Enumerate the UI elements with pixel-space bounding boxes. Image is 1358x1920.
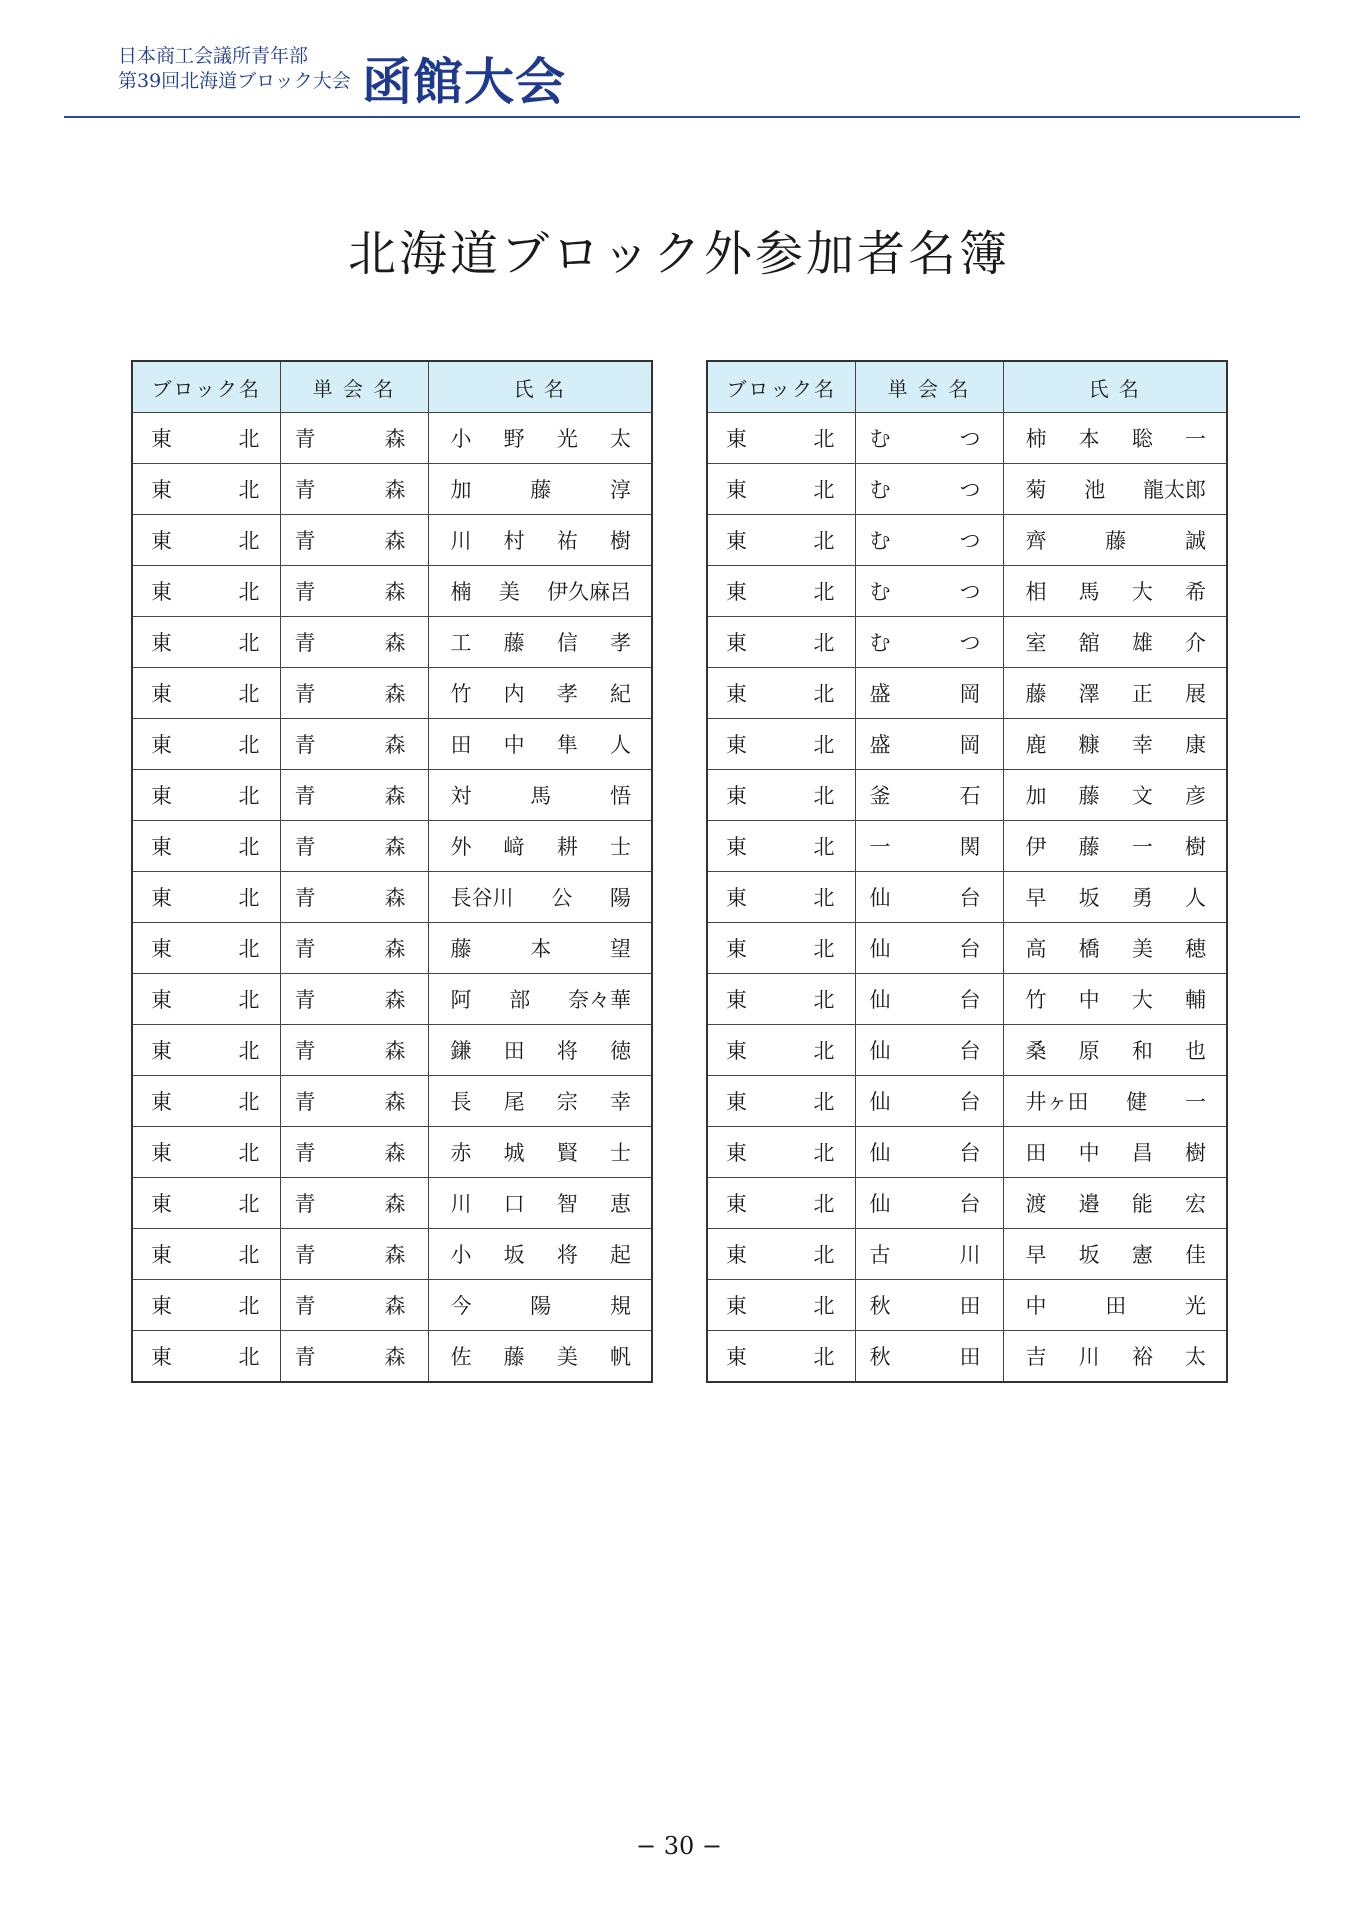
name-cell: 加 藤 文 彦 [1003,770,1227,821]
name-cell: 鹿 糠 幸 康 [1003,719,1227,770]
table-row [707,1127,1227,1178]
block-cell: 東 北 [132,872,280,923]
table-row [707,821,1227,872]
block-cell: 東 北 [132,1280,280,1331]
table-row [132,1025,652,1076]
column-header-name: 氏 名 [428,361,652,413]
participant-table-left [131,360,653,1383]
name-cell: 長谷川 公 陽 [428,872,652,923]
unit-cell: 青 森 [280,566,428,617]
unit-cell: 仙 台 [855,923,1003,974]
table-row [132,1076,652,1127]
table-row [132,1331,652,1383]
block-cell: 東 北 [132,515,280,566]
block-cell: 東 北 [707,515,855,566]
header-divider [64,116,1300,118]
table-row [132,668,652,719]
block-cell: 東 北 [132,1178,280,1229]
unit-cell: 青 森 [280,617,428,668]
table-row [132,464,652,515]
column-header-block: ブロック名 [132,361,280,413]
block-cell: 東 北 [132,821,280,872]
table-row [707,566,1227,617]
table-row [707,974,1227,1025]
name-cell: 伊 藤 一 樹 [1003,821,1227,872]
name-cell: 早 坂 勇 人 [1003,872,1227,923]
block-cell: 東 北 [707,1127,855,1178]
name-cell: 竹 中 大 輔 [1003,974,1227,1025]
organization-name: 日本商工会議所青年部 [118,45,309,67]
event-name: 函館大会 [362,52,566,111]
name-cell: 小 野 光 太 [428,413,652,464]
name-cell: 川 村 祐 樹 [428,515,652,566]
table-row [707,1331,1227,1383]
unit-cell: む つ [855,464,1003,515]
block-cell: 東 北 [707,1178,855,1229]
table-row [132,515,652,566]
unit-cell: 青 森 [280,1280,428,1331]
table-row [707,1076,1227,1127]
name-cell: 菊 池 龍太郎 [1003,464,1227,515]
table-row [707,515,1227,566]
block-cell: 東 北 [707,974,855,1025]
unit-cell: 青 森 [280,923,428,974]
table-row [132,1280,652,1331]
block-cell: 東 北 [707,1025,855,1076]
name-cell: 室 舘 雄 介 [1003,617,1227,668]
name-cell: 楠 美 伊久麻呂 [428,566,652,617]
unit-cell: 仙 台 [855,1076,1003,1127]
unit-cell: 青 森 [280,974,428,1025]
name-cell: 齊 藤 誠 [1003,515,1227,566]
table-row [707,617,1227,668]
name-cell: 赤 城 賢 士 [428,1127,652,1178]
block-cell: 東 北 [707,413,855,464]
unit-cell: 秋 田 [855,1331,1003,1383]
block-cell: 東 北 [707,1229,855,1280]
block-cell: 東 北 [132,974,280,1025]
block-cell: 東 北 [707,617,855,668]
name-cell: 川 口 智 恵 [428,1178,652,1229]
table-row [707,1025,1227,1076]
block-cell: 東 北 [707,770,855,821]
unit-cell: 秋 田 [855,1280,1003,1331]
block-cell: 東 北 [707,872,855,923]
unit-cell: 青 森 [280,1127,428,1178]
name-cell: 阿 部 奈々華 [428,974,652,1025]
unit-cell: 仙 台 [855,1178,1003,1229]
unit-cell: 青 森 [280,1331,428,1383]
unit-cell: 青 森 [280,1178,428,1229]
block-cell: 東 北 [707,1076,855,1127]
table-row [132,821,652,872]
column-header-unit: 単 会 名 [280,361,428,413]
unit-cell: 青 森 [280,770,428,821]
table-row [132,1178,652,1229]
table-row [132,872,652,923]
block-cell: 東 北 [132,1025,280,1076]
name-cell: 鎌 田 将 徳 [428,1025,652,1076]
unit-cell: 仙 台 [855,1025,1003,1076]
unit-cell: 仙 台 [855,1127,1003,1178]
table-row [132,770,652,821]
unit-cell: 青 森 [280,1076,428,1127]
block-cell: 東 北 [132,770,280,821]
name-cell: 工 藤 信 孝 [428,617,652,668]
name-cell: 竹 内 孝 紀 [428,668,652,719]
table-row [707,1280,1227,1331]
name-cell: 佐 藤 美 帆 [428,1331,652,1383]
name-cell: 井ヶ田 健 一 [1003,1076,1227,1127]
block-cell: 東 北 [707,1280,855,1331]
table-row [132,617,652,668]
block-cell: 東 北 [132,413,280,464]
name-cell: 小 坂 将 起 [428,1229,652,1280]
table-row [132,1127,652,1178]
name-cell: 渡 邉 能 宏 [1003,1178,1227,1229]
name-cell: 藤 本 望 [428,923,652,974]
block-cell: 東 北 [707,821,855,872]
column-header-block: ブロック名 [707,361,855,413]
unit-cell: む つ [855,617,1003,668]
unit-cell: 青 森 [280,464,428,515]
name-cell: 吉 川 裕 太 [1003,1331,1227,1383]
unit-cell: 青 森 [280,821,428,872]
name-cell: 長 尾 宗 幸 [428,1076,652,1127]
unit-cell: 青 森 [280,668,428,719]
name-cell: 今 陽 規 [428,1280,652,1331]
block-cell: 東 北 [132,617,280,668]
name-cell: 田 中 昌 樹 [1003,1127,1227,1178]
unit-cell: 青 森 [280,719,428,770]
unit-cell: 盛 岡 [855,668,1003,719]
block-cell: 東 北 [707,923,855,974]
table-row [707,872,1227,923]
block-cell: 東 北 [132,923,280,974]
table-row [132,1229,652,1280]
block-cell: 東 北 [707,668,855,719]
table-row [707,770,1227,821]
unit-cell: む つ [855,413,1003,464]
block-cell: 東 北 [132,668,280,719]
unit-cell: む つ [855,515,1003,566]
name-cell: 対 馬 悟 [428,770,652,821]
table-header-row [132,361,652,413]
name-cell: 柿 本 聡 一 [1003,413,1227,464]
unit-cell: む つ [855,566,1003,617]
table-row [707,1178,1227,1229]
block-cell: 東 北 [132,1127,280,1178]
column-header-unit: 単 会 名 [855,361,1003,413]
column-header-name: 氏 名 [1003,361,1227,413]
unit-cell: 釜 石 [855,770,1003,821]
block-cell: 東 北 [707,719,855,770]
unit-cell: 一 関 [855,821,1003,872]
block-cell: 東 北 [132,719,280,770]
unit-cell: 仙 台 [855,872,1003,923]
name-cell: 田 中 隼 人 [428,719,652,770]
unit-cell: 仙 台 [855,974,1003,1025]
name-cell: 高 橋 美 穂 [1003,923,1227,974]
block-cell: 東 北 [707,566,855,617]
unit-cell: 青 森 [280,413,428,464]
table-row [132,566,652,617]
name-cell: 桑 原 和 也 [1003,1025,1227,1076]
table-row [707,413,1227,464]
name-cell: 中 田 光 [1003,1280,1227,1331]
block-cell: 東 北 [132,1229,280,1280]
table-row [132,974,652,1025]
block-cell: 東 北 [132,1076,280,1127]
unit-cell: 青 森 [280,1025,428,1076]
name-cell: 相 馬 大 希 [1003,566,1227,617]
block-cell: 東 北 [132,566,280,617]
table-row [707,719,1227,770]
name-cell: 藤 澤 正 展 [1003,668,1227,719]
table-row [707,464,1227,515]
name-cell: 加 藤 淳 [428,464,652,515]
block-cell: 東 北 [132,1331,280,1383]
table-row [132,413,652,464]
page-title: 北海道ブロック外参加者名簿 [347,226,1011,282]
unit-cell: 青 森 [280,1229,428,1280]
block-cell: 東 北 [132,464,280,515]
unit-cell: 青 森 [280,872,428,923]
name-cell: 早 坂 憲 佳 [1003,1229,1227,1280]
name-cell: 外 﨑 耕 士 [428,821,652,872]
table-header-row [707,361,1227,413]
block-cell: 東 北 [707,464,855,515]
participant-table-right [706,360,1228,1383]
block-cell: 東 北 [707,1331,855,1383]
table-row [707,1229,1227,1280]
unit-cell: 盛 岡 [855,719,1003,770]
unit-cell: 古 川 [855,1229,1003,1280]
page-number: − 30 − [635,1832,722,1860]
event-subtitle: 第39回北海道ブロック大会 [118,70,351,92]
table-row [132,719,652,770]
table-row [707,923,1227,974]
unit-cell: 青 森 [280,515,428,566]
table-row [707,668,1227,719]
table-row [132,923,652,974]
